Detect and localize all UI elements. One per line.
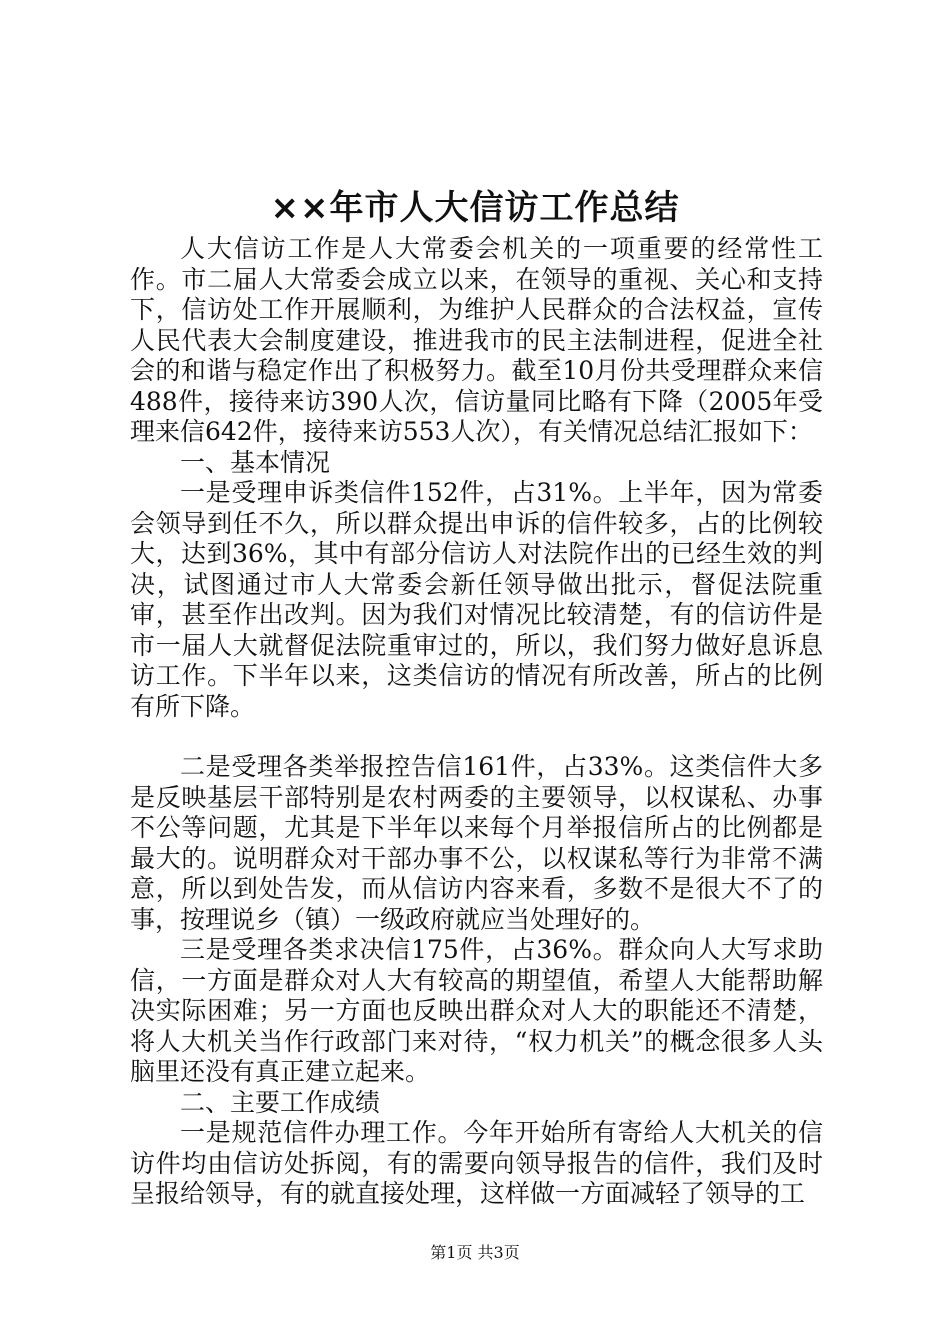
document-title: ××年市人大信访工作总结 (270, 188, 680, 228)
document-body (130, 234, 823, 1210)
page-footer: 第1页 共3页 (430, 1243, 520, 1262)
paragraph-intro: 人大信访工作是人大常委会机关的一项重要的经常性工作。市二届人大常委会成立以来，在领导的重视、关心和支持下，信访处工作开展顺利，为维护人民群众的合法权益，宣传人民代表大会制度建设，推进我市的民主法制进程，促进全社会的和谐与稳定作出了积极努力。截至10月份共受理群众来信488件，接待来访390人次，信访量同比略有下降（2005年受理来信642件，接待来访553人次），有关情况总结汇报如下： (130, 234, 823, 446)
paragraph-complaints: 一是受理申诉类信件152件，占31%。上半年，因为常委会领导到任不久，所以群众提出申诉的信件较多，占的比例较大，达到36%，其中有部分信访人对法院作出的已经生效的判决，试图通过市人大常委会新任领导做出批示，督促法院重审，甚至作出改判。因为我们对情况比较清楚，有的信访件是市一届人大就督促法院重审过的，所以，我们努力做好息诉息访工作。下半年以来，这类信访的情况有所改善，所占的比例有所下降。 (130, 478, 823, 721)
paragraph-reports: 二是受理各类举报控告信161件，占33%。这类信件大多是反映基层干部特别是农村两委的主要领导，以权谋私、办事不公等问题，尤其是下半年以来每个月举报信所占的比例都是最大的。说明群众对干部办事不公，以权谋私等行为非常不满意，所以到处告发，而从信访内容来看，多数不是很大不了的事，按理说乡（镇）一级政府就应当处理好的。 (130, 752, 823, 934)
paragraph-requests: 三是受理各类求决信175件，占36%。群众向人大写求助信，一方面是群众对人大有较高的期望值，希望人大能帮助解决实际困难；另一方面也反映出群众对人大的职能还不清楚，将人大机关当作行政部门来对待，“权力机关”的概念很多人头脑里还没有真正建立起来。 (130, 935, 823, 1086)
paragraph-standardize: 一是规范信件办理工作。今年开始所有寄给人大机关的信访件均由信访处拆阅，有的需要向领导报告的信件，我们及时呈报给领导，有的就直接处理，这样做一方面减轻了领导的工 (130, 1118, 823, 1208)
section-heading-basic: 一、基本情况 (180, 447, 331, 477)
section-heading-achievements: 二、主要工作成绩 (180, 1087, 381, 1117)
